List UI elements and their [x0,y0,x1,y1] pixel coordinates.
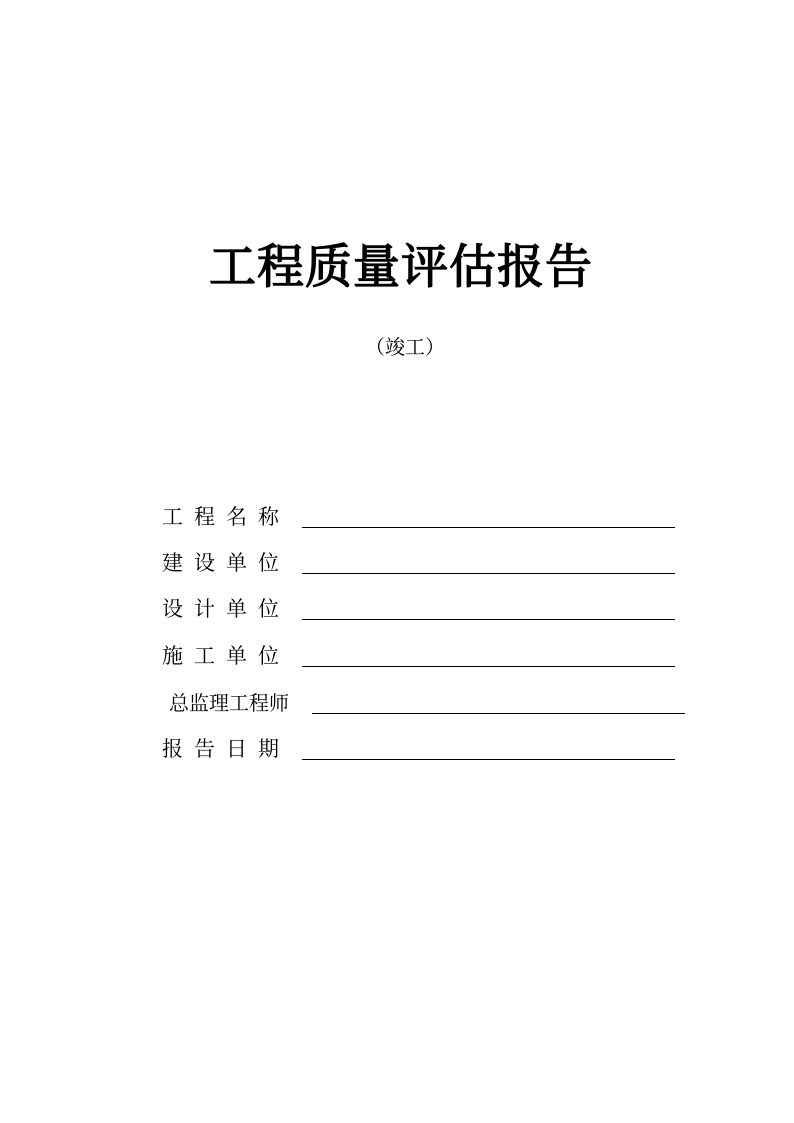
field-label: 建设单位 [162,551,290,575]
fill-in-line[interactable] [302,527,675,528]
document-subtitle: （竣工） [365,335,445,359]
field-label: 工程名称 [162,505,290,529]
field-label: 设计单位 [162,597,290,621]
fill-in-line[interactable] [312,713,685,714]
field-label: 报告日期 [162,737,290,761]
field-label: 施工单位 [162,644,290,668]
fill-in-line[interactable] [302,666,675,667]
field-label: 总监理工程师 [169,691,289,715]
fill-in-line[interactable] [302,573,675,574]
fill-in-line[interactable] [302,619,675,620]
fill-in-line[interactable] [302,759,675,760]
document-title: 工程质量评估报告 [209,240,593,295]
